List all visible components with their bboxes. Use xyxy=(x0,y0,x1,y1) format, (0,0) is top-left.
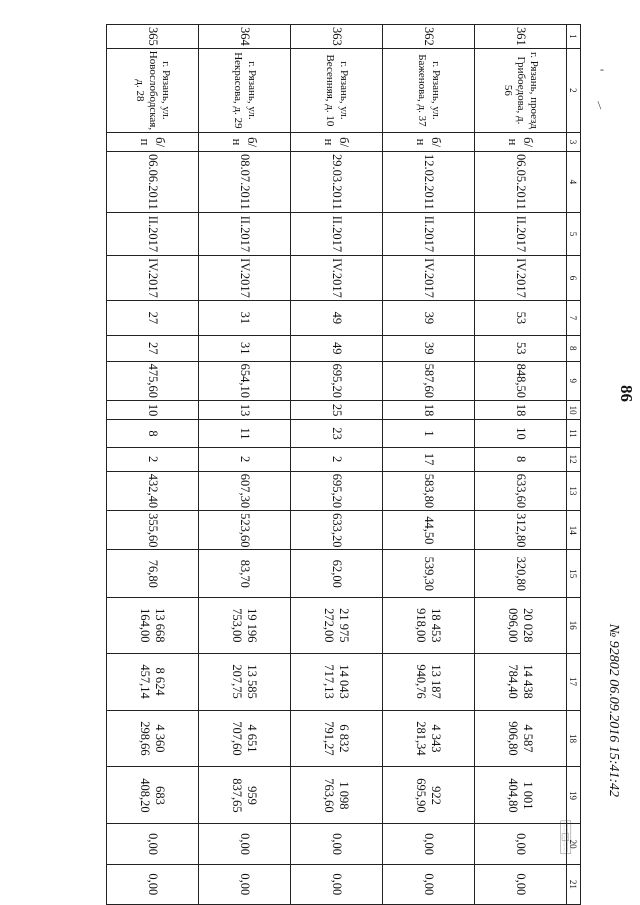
table-cell: 363 xyxy=(291,25,383,49)
table-cell: 1 xyxy=(383,420,475,447)
table-cell: 08.07.2011 xyxy=(199,151,291,212)
page-number: 86 xyxy=(617,385,636,402)
table-cell: г. Рязань, ул. Некрасова, д. 29 xyxy=(199,48,291,132)
table-cell: 10 xyxy=(475,420,567,447)
table-cell: 13 668 164,00 xyxy=(107,598,199,653)
table-cell: IV.2017 xyxy=(291,256,383,301)
table-cell: 20 028 096,00 xyxy=(475,598,567,653)
register-table xyxy=(106,24,581,905)
table-cell: II.2017 xyxy=(107,212,199,255)
column-number: 11 xyxy=(567,420,581,447)
table-cell: 587,60 xyxy=(383,361,475,400)
table-cell: 76,80 xyxy=(107,550,199,598)
table-cell: II.2017 xyxy=(291,212,383,255)
table-cell: 959 837,65 xyxy=(199,767,291,824)
table-cell: 2 xyxy=(107,447,199,471)
table-cell: 633,60 xyxy=(475,471,567,510)
table-cell: 0,00 xyxy=(291,824,383,864)
table-cell: б/н xyxy=(383,133,475,152)
table-cell: 18 453 918,00 xyxy=(383,598,475,653)
table-cell: 0,00 xyxy=(475,824,567,864)
table-cell: г. Рязань, ул. Новослободская, д. 28 xyxy=(107,48,199,132)
table-cell: 320,80 xyxy=(475,550,567,598)
table-cell: 8 xyxy=(475,447,567,471)
table-cell: 695,20 xyxy=(291,361,383,400)
column-number: 5 xyxy=(567,212,581,255)
column-number: 19 xyxy=(567,767,581,824)
table-cell: 2 xyxy=(199,447,291,471)
table-cell: 4 343 281,34 xyxy=(383,710,475,767)
table-cell: 06.06.2011 xyxy=(107,151,199,212)
column-number: 18 xyxy=(567,710,581,767)
table-cell: 39 xyxy=(383,300,475,335)
table-cell: г. Рязань, ул. Весенняя, д. 10 xyxy=(291,48,383,132)
table-cell: 0,00 xyxy=(107,824,199,864)
table-cell: 695,20 xyxy=(291,471,383,510)
table-cell: 25 xyxy=(291,400,383,419)
table-row xyxy=(107,25,199,905)
scan-mark: / xyxy=(593,98,606,112)
table-cell: 607,30 xyxy=(199,471,291,510)
table-cell: 364 xyxy=(199,25,291,49)
table-cell: 848,50 xyxy=(475,361,567,400)
table-cell: 654,10 xyxy=(199,361,291,400)
table-cell: 4 360 298,66 xyxy=(107,710,199,767)
table-cell: II.2017 xyxy=(199,212,291,255)
stamp-seal xyxy=(560,776,594,876)
table-cell: 83,70 xyxy=(199,550,291,598)
table-cell: 539,30 xyxy=(383,550,475,598)
table-cell: 31 xyxy=(199,300,291,335)
table-cell: 362 xyxy=(383,25,475,49)
table-cell: IV.2017 xyxy=(383,256,475,301)
table-cell: 361 xyxy=(475,25,567,49)
table-cell: 13 187 940,76 xyxy=(383,653,475,710)
table-cell: 17 xyxy=(383,447,475,471)
table-cell: 583,80 xyxy=(383,471,475,510)
table-cell: 19 196 753,00 xyxy=(199,598,291,653)
column-number: 1 xyxy=(567,25,581,49)
table-cell: 8 624 457,14 xyxy=(107,653,199,710)
table-cell: IV.2017 xyxy=(199,256,291,301)
scan-mark: ‑ xyxy=(600,62,604,76)
table-cell: 683 408,20 xyxy=(107,767,199,824)
column-number: 20 xyxy=(567,824,581,864)
table-row xyxy=(291,25,383,905)
table-cell: 475,60 xyxy=(107,361,199,400)
table-row xyxy=(475,25,567,905)
table-cell: 1 001 404,80 xyxy=(475,767,567,824)
table-cell: 312,80 xyxy=(475,511,567,550)
table-cell: 27 xyxy=(107,300,199,335)
table-cell: 0,00 xyxy=(199,864,291,904)
table-cell: 6 832 791,27 xyxy=(291,710,383,767)
table-cell: 18 xyxy=(383,400,475,419)
column-number: 3 xyxy=(567,133,581,152)
table-cell: 922 695,90 xyxy=(383,767,475,824)
table-cell: 13 585 207,75 xyxy=(199,653,291,710)
column-number: 13 xyxy=(567,471,581,510)
table-cell: 0,00 xyxy=(383,824,475,864)
table-cell: 13 xyxy=(199,400,291,419)
column-number: 15 xyxy=(567,550,581,598)
table-cell: 0,00 xyxy=(107,864,199,904)
table-cell: 355,60 xyxy=(107,511,199,550)
table-cell: IV.2017 xyxy=(107,256,199,301)
column-number: 2 xyxy=(567,48,581,132)
column-number: 16 xyxy=(567,598,581,653)
table-cell: 62,00 xyxy=(291,550,383,598)
table-cell: 1 098 763,60 xyxy=(291,767,383,824)
column-number: 6 xyxy=(567,256,581,301)
table-cell: 8 xyxy=(107,420,199,447)
column-number: 8 xyxy=(567,335,581,361)
table-cell: 0,00 xyxy=(383,864,475,904)
table-cell: 0,00 xyxy=(199,824,291,864)
table-cell: 06.05.2011 xyxy=(475,151,567,212)
table-row xyxy=(199,25,291,905)
table-cell: 53 xyxy=(475,300,567,335)
table-cell: 2 xyxy=(291,447,383,471)
table-cell: 523,60 xyxy=(199,511,291,550)
column-number: 12 xyxy=(567,447,581,471)
table-cell: 14 438 784,40 xyxy=(475,653,567,710)
table-cell: 31 xyxy=(199,335,291,361)
table-cell: 21 975 272,00 xyxy=(291,598,383,653)
table-cell: 365 xyxy=(107,25,199,49)
column-number: 21 xyxy=(567,864,581,904)
table-cell: 49 xyxy=(291,335,383,361)
table-cell: 29.03.2011 xyxy=(291,151,383,212)
table-cell: 23 xyxy=(291,420,383,447)
table-cell: 633,20 xyxy=(291,511,383,550)
table-cell: II.2017 xyxy=(475,212,567,255)
table-cell: 12.02.2011 xyxy=(383,151,475,212)
table-cell: 4 587 906,80 xyxy=(475,710,567,767)
table-row xyxy=(383,25,475,905)
table-cell: 49 xyxy=(291,300,383,335)
table-cell: 0,00 xyxy=(291,864,383,904)
column-number: 10 xyxy=(567,400,581,419)
table-cell: 44,50 xyxy=(383,511,475,550)
table-cell: 39 xyxy=(383,335,475,361)
table-cell: 4 651 707,60 xyxy=(199,710,291,767)
table-cell: г. Рязань, проезд Грибоедова, д. 56 xyxy=(475,48,567,132)
table-cell: б/н xyxy=(199,133,291,152)
table-cell: 14 043 717,13 xyxy=(291,653,383,710)
column-number: 7 xyxy=(567,300,581,335)
table-cell: 18 xyxy=(475,400,567,419)
column-number: 14 xyxy=(567,511,581,550)
table-cell: 53 xyxy=(475,335,567,361)
table-cell: 432,40 xyxy=(107,471,199,510)
table-cell: II.2017 xyxy=(383,212,475,255)
table-cell: 10 xyxy=(107,400,199,419)
table-cell: г. Рязань, ул. Баженова, д. 37 xyxy=(383,48,475,132)
column-number: 4 xyxy=(567,151,581,212)
registration-stamp-text: № 92802 06.09.2016 15:41:42 xyxy=(606,624,621,798)
column-number: 17 xyxy=(567,653,581,710)
column-number-row xyxy=(567,25,581,905)
table-cell: б/п xyxy=(107,133,199,152)
table-cell: 0,00 xyxy=(475,864,567,904)
column-number: 9 xyxy=(567,361,581,400)
table-cell: 11 xyxy=(199,420,291,447)
table-cell: IV.2017 xyxy=(475,256,567,301)
table-cell: 27 xyxy=(107,335,199,361)
table-cell: б/н xyxy=(291,133,383,152)
table-cell: б/н xyxy=(475,133,567,152)
